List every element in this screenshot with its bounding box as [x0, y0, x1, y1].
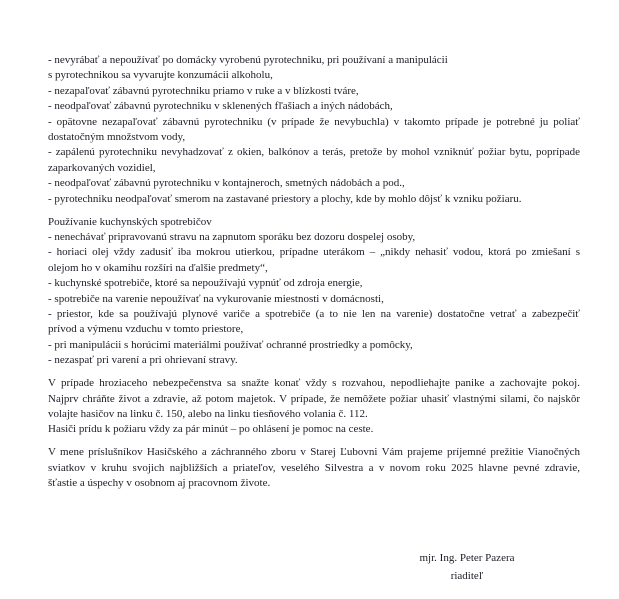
text-line: Používanie kuchynských spotrebičov [48, 215, 212, 228]
text-line: Najprv chráňte život a zdravie, až potom majetok. V prípade, že nemôžete požiar uhasiť vlastnými silami, čo najskôr [48, 392, 580, 405]
text-line: - nevyrábať a nepoužívať po domácky vyrobenú pyrotechniku, pri používaní a manipulácii [48, 54, 448, 66]
text-line: Hasiči prídu k požiaru vždy za pár minút – po ohlásení je pomoc na ceste. [48, 423, 374, 436]
text-line: - pyrotechniku neodpaľovať smerom na zastavané priestory a plochy, kde by mohlo dôjsť k vzniku požiaru. [48, 192, 522, 205]
text-line: - nenechávať pripravovanú stravu na zapnutom sporáku bez dozoru dospelej osoby, [48, 230, 416, 243]
text-line: - opätovne nezapaľovať zábavnú pyrotechniku (v prípade že nevybuchla) v takomto prípade je potrebné ju poliať [48, 115, 580, 128]
paragraph-kitchen-appliances [48, 215, 580, 369]
text-line: - priestor, kde sa používajú plynové variče a spotrebiče (a to nie len na varenie) dostatočne vetrať a zabezpečiť [48, 307, 580, 320]
paragraph-emergency-instructions [48, 376, 580, 438]
text-line: - neodpaľovať zábavnú pyrotechniku v sklenených fľašiach a iných nádobách, [48, 100, 393, 113]
signature-name: mjr. Ing. Peter Pazera [419, 552, 515, 564]
text-line: - nezaspať pri varení a pri ohrievaní stravy. [48, 354, 238, 367]
text-line: prívod a výmenu vzduchu v tomto priestore, [48, 323, 244, 336]
text-line: zaparkovaných vozidiel, [48, 161, 156, 174]
text-line: - kuchynské spotrebiče, ktoré sa nepoužívajú vypnúť od zdroja energie, [48, 277, 363, 290]
text-line: sviatkov v kruhu svojich najbližších a priateľov, veselého Silvestra a v novom roku 2025 hlavne pevné zdravie, [48, 461, 580, 474]
document-body [48, 53, 580, 492]
paragraph-holiday-wishes [48, 445, 580, 491]
text-line: olejom ho v okamihu rozšíri na ďalšie predmety“, [48, 261, 268, 274]
text-line: V mene príslušníkov Hasičského a záchranného zboru v Starej Ľubovni Vám prajeme príjemné prežitie Vianočných [48, 446, 580, 459]
signature-title: riaditeľ [450, 570, 484, 582]
text-line: - horiaci olej vždy zadusiť iba mokrou utierkou, prípadne uterákom – „nikdy nehasiť vodou, ktorá po zmiešaní s [48, 246, 580, 259]
signature-block [377, 549, 557, 585]
text-line: - pri manipulácii s horúcimi materiálmi používať ochranné prostriedky a pomôcky, [48, 338, 413, 351]
text-line: V prípade hroziaceho nebezpečenstva sa snažte konať vždy s rozvahou, nepodliehajte panike a zachovajte pokoj. [48, 377, 580, 390]
text-line: - nezapaľovať zábavnú pyrotechniku priamo v ruke a v blízkosti tváre, [48, 84, 359, 97]
text-line: s pyrotechnikou sa vyvarujte konzumácii alkoholu, [48, 69, 273, 82]
text-line: - spotrebiče na varenie nepoužívať na vykurovanie miestnosti v domácnosti, [48, 292, 384, 305]
paragraph-pyrotechnics-precautions [48, 53, 580, 207]
text-line: volajte hasičov na linku č. 150, alebo na linku tiesňového volania č. 112. [48, 407, 368, 420]
text-line: šťastie a úspechy v osobnom aj pracovnom živote. [48, 477, 271, 490]
text-line: - zapálenú pyrotechniku nevyhadzovať z okien, balkónov a terás, pretože by mohol vzniknúť požiar bytu, poprípade [48, 146, 580, 159]
text-line: dostatočným množstvom vody, [48, 130, 186, 143]
text-line: - neodpaľovať zábavnú pyrotechniku v kontajneroch, smetných nádobách a pod., [48, 177, 405, 190]
